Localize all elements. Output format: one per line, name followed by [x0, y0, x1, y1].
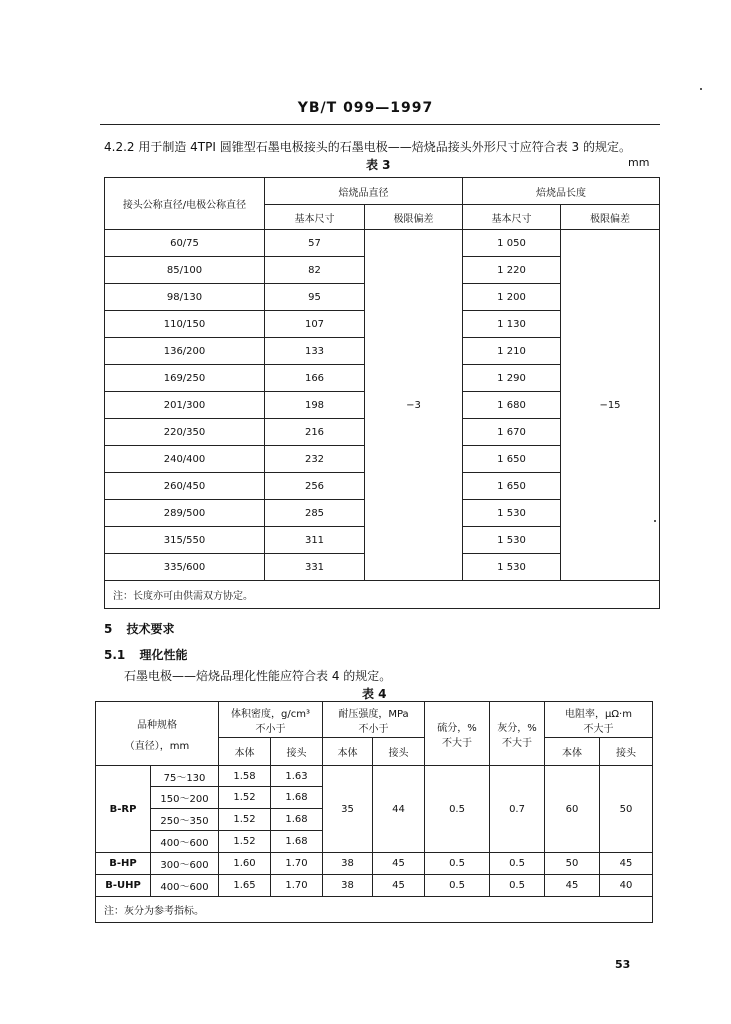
- t3-head-diameter: 焙烧品直径: [265, 178, 463, 205]
- section-5-number: 5: [104, 622, 113, 636]
- t4-density-body: 1.65: [219, 875, 271, 897]
- t4-resist-body: 60: [545, 766, 600, 853]
- t4-density-joint: 1.68: [271, 831, 323, 853]
- t4-sulfur: 0.5: [425, 853, 490, 875]
- t4-sub-resist-joint: 接头: [600, 738, 653, 766]
- t4-sub-density-body: 本体: [219, 738, 271, 766]
- t3-spec: 220/350: [105, 419, 265, 446]
- t4-resist-joint: 40: [600, 875, 653, 897]
- t4-head-strength-line1: 耐压强度，MPa: [338, 708, 409, 720]
- t4-head-sulfur: [425, 702, 490, 766]
- t4-range: 250～350: [151, 809, 219, 831]
- t3-dia: 256: [265, 473, 365, 500]
- t4-strength-joint: 45: [373, 853, 425, 875]
- section-5-1-number: 5.1: [104, 648, 126, 662]
- t4-head-strength-line2: 不小于: [358, 723, 389, 735]
- section-5-title: 技术要求: [126, 622, 175, 636]
- t4-sub-strength-body: 本体: [323, 738, 373, 766]
- t4-resist-joint: 50: [600, 766, 653, 853]
- table3-unit: mm: [628, 156, 650, 169]
- t3-spec: 201/300: [105, 392, 265, 419]
- table-3: [104, 177, 660, 609]
- table-4: [95, 701, 653, 923]
- t3-len: 1 670: [463, 419, 561, 446]
- t3-dia: 82: [265, 257, 365, 284]
- t4-sub-strength-joint: 接头: [373, 738, 425, 766]
- t3-dia: 57: [265, 230, 365, 257]
- t4-density-body: 1.60: [219, 853, 271, 875]
- t4-grade-rp: B-RP: [96, 766, 151, 853]
- standard-header: YB/T 099—1997: [297, 100, 434, 116]
- t4-note: 注：灰分为参考指标。: [96, 897, 653, 923]
- t4-range: 300～600: [151, 853, 219, 875]
- clause-4-2-2: 4.2.2 用于制造 4TPI 圆锥型石墨电极接头的石墨电极——焙烧品接头外形尺寸应符合表 3 的规定。: [104, 140, 631, 154]
- table3-title: 表 3: [366, 158, 391, 172]
- table-row: [105, 230, 660, 257]
- t4-head-sulfur-line1: 硫分，%: [437, 722, 477, 734]
- t4-range: 400～600: [151, 875, 219, 897]
- t3-spec: 169/250: [105, 365, 265, 392]
- t4-head-sulfur-line2: 不大于: [442, 737, 473, 749]
- t3-head-dia-tol: 极限偏差: [365, 205, 463, 230]
- t4-density-body: 1.52: [219, 831, 271, 853]
- t3-dia: 95: [265, 284, 365, 311]
- t4-resist-body: 45: [545, 875, 600, 897]
- section-5-1-title: 理化性能: [139, 648, 188, 662]
- t4-range: 150～200: [151, 787, 219, 809]
- t3-head-length: 焙烧品长度: [463, 178, 660, 205]
- t4-grade-uhp: B-UHP: [96, 875, 151, 897]
- t3-dia: 198: [265, 392, 365, 419]
- t3-dia: 166: [265, 365, 365, 392]
- t3-len: 1 530: [463, 554, 561, 581]
- t4-density-body: 1.58: [219, 766, 271, 787]
- t4-head-resist-line1: 电阻率，μΩ·m: [565, 708, 632, 720]
- t4-head-resist: [545, 702, 653, 738]
- t4-resist-body: 50: [545, 853, 600, 875]
- t4-grade-hp: B-HP: [96, 853, 151, 875]
- t3-len: 1 050: [463, 230, 561, 257]
- t4-range: 75～130: [151, 766, 219, 787]
- t3-head-len-basic: 基本尺寸: [463, 205, 561, 230]
- t3-len: 1 650: [463, 446, 561, 473]
- t3-spec: 315/550: [105, 527, 265, 554]
- t4-head-resist-line2: 不大于: [583, 723, 614, 735]
- t3-len: 1 200: [463, 284, 561, 311]
- t3-len: 1 650: [463, 473, 561, 500]
- t4-density-joint: 1.68: [271, 809, 323, 831]
- t4-head-ash: [490, 702, 545, 766]
- t3-note: 注：长度亦可由供需双方协定。: [105, 581, 660, 609]
- t3-len: 1 530: [463, 500, 561, 527]
- t3-len: 1 220: [463, 257, 561, 284]
- t3-spec: 260/450: [105, 473, 265, 500]
- t3-spec: 98/130: [105, 284, 265, 311]
- t4-strength-joint: 44: [373, 766, 425, 853]
- t4-head-strength: [323, 702, 425, 738]
- t3-dia: 331: [265, 554, 365, 581]
- t4-ash: 0.5: [490, 853, 545, 875]
- t4-ash: 0.7: [490, 766, 545, 853]
- t3-len: 1 530: [463, 527, 561, 554]
- t4-strength-body: 38: [323, 853, 373, 875]
- t4-resist-joint: 45: [600, 853, 653, 875]
- t4-density-body: 1.52: [219, 809, 271, 831]
- t3-spec: 110/150: [105, 311, 265, 338]
- t3-spec: 85/100: [105, 257, 265, 284]
- t3-head-spec: 接头公称直径/电极公称直径: [105, 178, 265, 230]
- t4-head-density-line2: 不小于: [255, 723, 286, 735]
- t3-dia: 216: [265, 419, 365, 446]
- t4-strength-body: 35: [323, 766, 373, 853]
- t3-dia-tolerance: −3: [365, 230, 463, 581]
- table-row: [96, 853, 653, 875]
- t4-density-joint: 1.70: [271, 875, 323, 897]
- t4-strength-body: 38: [323, 875, 373, 897]
- t4-sulfur: 0.5: [425, 766, 490, 853]
- t3-head-len-tol: 极限偏差: [561, 205, 660, 230]
- t3-dia: 133: [265, 338, 365, 365]
- t3-spec: 60/75: [105, 230, 265, 257]
- t3-dia: 107: [265, 311, 365, 338]
- t4-head-density: [219, 702, 323, 738]
- t3-spec: 289/500: [105, 500, 265, 527]
- t4-head-grade-line1: 品种规格: [137, 719, 177, 731]
- t4-strength-joint: 45: [373, 875, 425, 897]
- table-row: [96, 766, 653, 787]
- t4-density-joint: 1.68: [271, 787, 323, 809]
- table4-title: 表 4: [362, 687, 387, 701]
- t4-head-density-line1: 体积密度，g/cm³: [231, 708, 310, 720]
- scan-speck: [654, 520, 656, 522]
- section-5-1-text: 石墨电极——焙烧品理化性能应符合表 4 的规定。: [124, 669, 392, 683]
- t4-sulfur: 0.5: [425, 875, 490, 897]
- t3-spec: 240/400: [105, 446, 265, 473]
- t3-len: 1 210: [463, 338, 561, 365]
- page-number: 53: [615, 958, 631, 971]
- t3-len: 1 290: [463, 365, 561, 392]
- scan-speck: [700, 88, 702, 90]
- t3-len: 1 680: [463, 392, 561, 419]
- table-row: [96, 875, 653, 897]
- t3-len: 1 130: [463, 311, 561, 338]
- t4-density-joint: 1.70: [271, 853, 323, 875]
- t3-dia: 311: [265, 527, 365, 554]
- t4-density-joint: 1.63: [271, 766, 323, 787]
- t4-density-body: 1.52: [219, 787, 271, 809]
- t4-head-grade: [96, 702, 219, 766]
- t4-ash: 0.5: [490, 875, 545, 897]
- t3-len-tolerance: −15: [561, 230, 660, 581]
- t3-dia: 232: [265, 446, 365, 473]
- t3-spec: 335/600: [105, 554, 265, 581]
- t4-range: 400～600: [151, 831, 219, 853]
- t4-sub-resist-body: 本体: [545, 738, 600, 766]
- t4-head-ash-line1: 灰分，%: [497, 722, 537, 734]
- header-rule: [100, 124, 660, 125]
- t3-spec: 136/200: [105, 338, 265, 365]
- t3-dia: 285: [265, 500, 365, 527]
- t4-sub-density-joint: 接头: [271, 738, 323, 766]
- t3-head-dia-basic: 基本尺寸: [265, 205, 365, 230]
- t4-head-ash-line2: 不大于: [502, 737, 533, 749]
- t4-head-grade-line2: （直径），mm: [124, 740, 190, 752]
